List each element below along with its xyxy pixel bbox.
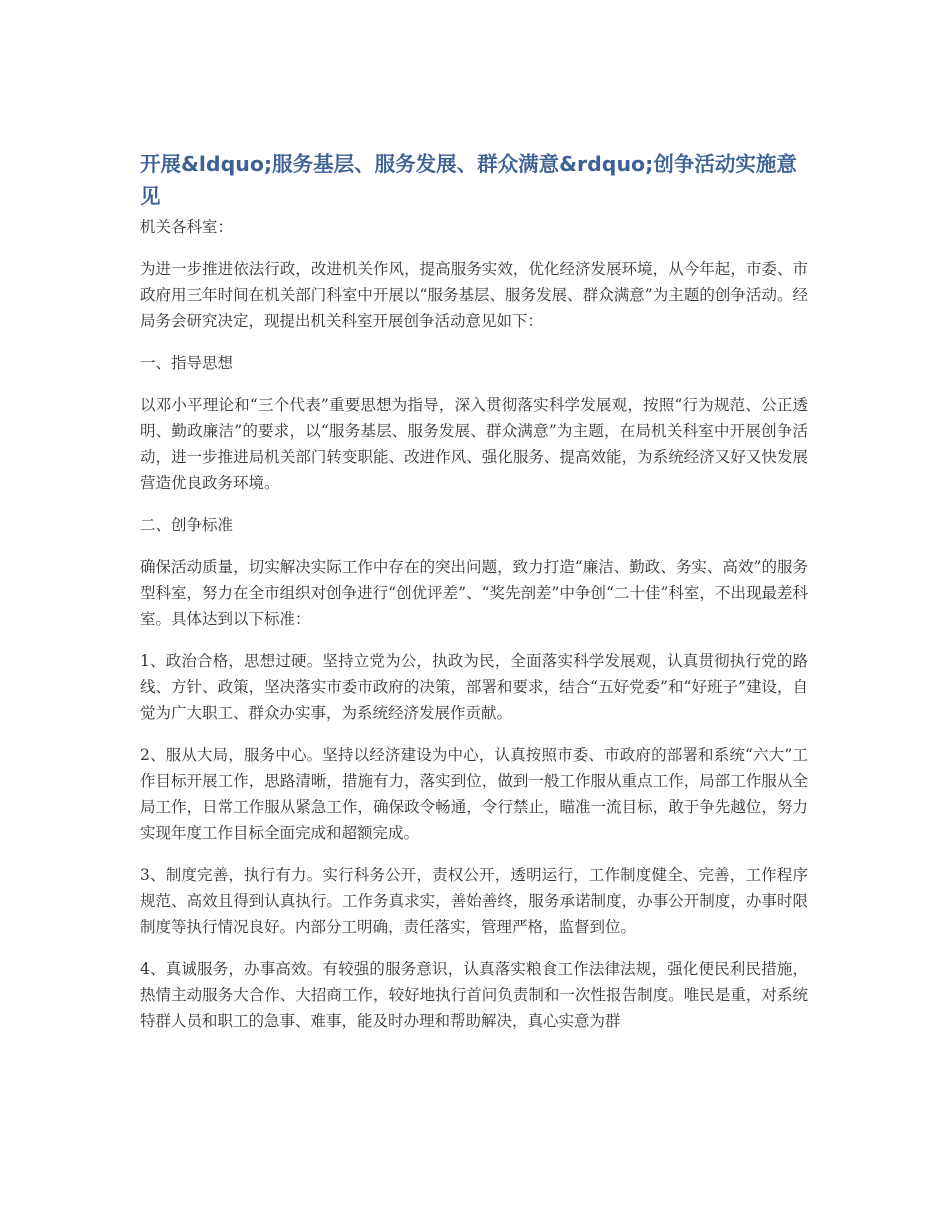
section-heading: 二、创争标准: [140, 516, 234, 534]
paragraph: 4、真诚服务，办事高效。有较强的服务意识，认真落实粮食工作法律法规，强化便民利民措施，热情主动服务大合作、大招商工作，较好地执行首问负责制和一次性报告制度。唯民是重，对系统特群人员和职工的急事、难事，能及时办理和帮助解决，真心实意为群: [140, 960, 808, 1030]
section-heading: 一、指导思想: [140, 354, 234, 372]
document-page: [140, 148, 808, 1034]
paragraph: 3、制度完善，执行有力。实行科务公开，责权公开，透明运行，工作制度健全、完善，工作程序规范、高效且得到认真执行。工作务真求实，善始善终，服务承诺制度，办事公开制度，办事时限制度等执行情况良好。内部分工明确，责任落实，管理严格，监督到位。: [140, 866, 808, 936]
paragraph: 1、政治合格，思想过硬。坚持立党为公，执政为民，全面落实科学发展观，认真贯彻执行党的路线、方针、政策，坚决落实市委市政府的决策，部署和要求，结合“五好党委”和“好班子”建设，自觉为广大职工、群众办实事，为系统经济发展作贡献。: [140, 652, 808, 722]
paragraph: 以邓小平理论和“三个代表”重要思想为指导，深入贯彻落实科学发展观，按照“行为规范、公正透明、勤政廉洁”的要求，以“服务基层、服务发展、群众满意”为主题，在局机关科室中开展创争活动，进一步推进局机关部门转变职能、改进作风、强化服务、提高效能，为系统经济又好又快发展营造优良政务环境。: [140, 396, 808, 492]
salutation: 机关各科室：: [140, 218, 234, 236]
document-body: [140, 256, 808, 1034]
paragraph: 为进一步推进依法行政，改进机关作风，提高服务实效，优化经济发展环境，从今年起，市委、市政府用三年时间在机关部门科室中开展以“服务基层、服务发展、群众满意”为主题的创争活动。经局务会研究决定，现提出机关科室开展创争活动意见如下：: [140, 260, 808, 330]
document-title: 开展&ldquo;服务基层、服务发展、群众满意&rdquo;创争活动实施意见: [140, 152, 797, 208]
paragraph: 2、服从大局，服务中心。坚持以经济建设为中心，认真按照市委、市政府的部署和系统“六大”工作目标开展工作，思路清晰，措施有力，落实到位，做到一般工作服从重点工作，局部工作服从全局工作，日常工作服从紧急工作，确保政令畅通，令行禁止，瞄准一流目标，敢于争先越位，努力实现年度工作目标全面完成和超额完成。: [140, 746, 808, 842]
paragraph: 确保活动质量，切实解决实际工作中存在的突出问题，致力打造“廉洁、勤政、务实、高效”的服务型科室，努力在全市组织对创争进行“创优评差”、“奖先剖差”中争创“二十佳”科室，不出现最差科室。具体达到以下标准：: [140, 558, 808, 628]
